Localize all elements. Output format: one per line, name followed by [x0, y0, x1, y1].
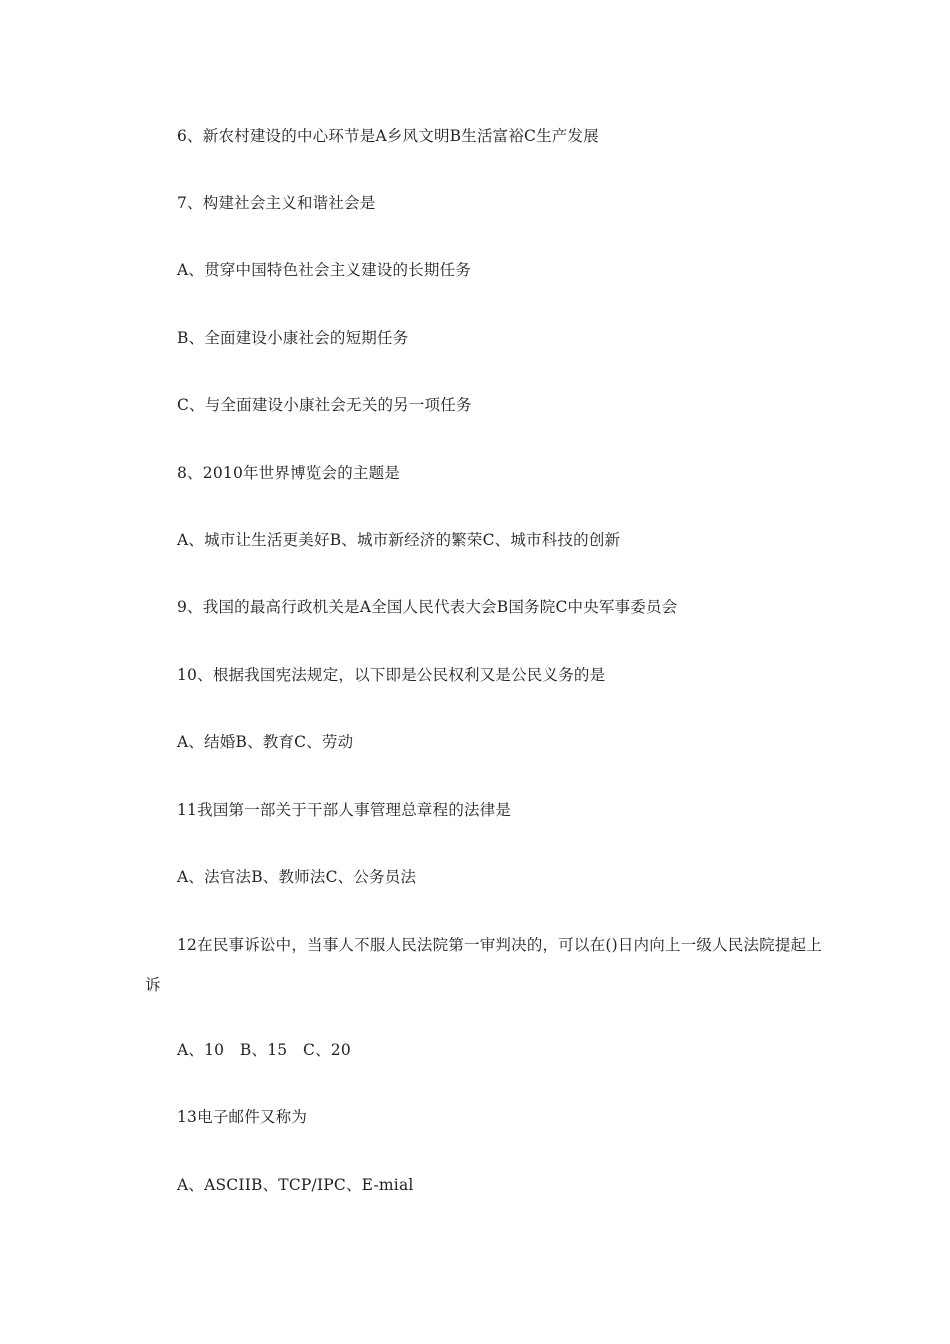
question-8-options: A、城市让生活更美好B、城市新经济的繁荣C、城市科技的创新	[177, 531, 621, 549]
question-12-options: A、10 B、15 C、20	[177, 1041, 351, 1059]
question-11: 11我国第一部关于干部人事管理总章程的法律是	[177, 801, 512, 819]
question-7-option-c: C、与全面建设小康社会无关的另一项任务	[177, 396, 472, 414]
question-7-option-b: B、全面建设小康社会的短期任务	[177, 329, 409, 347]
question-9: 9、我国的最高行政机关是A全国人民代表大会B国务院C中央军事委员会	[177, 598, 678, 616]
question-10-options: A、结婚B、教育C、劳动	[177, 733, 354, 751]
question-13: 13电子邮件又称为	[177, 1108, 308, 1126]
question-11-options: A、法官法B、教师法C、公务员法	[177, 868, 417, 886]
question-7: 7、构建社会主义和谐社会是	[177, 194, 376, 212]
question-6: 6、新农村建设的中心环节是A乡风文明B生活富裕C生产发展	[177, 127, 599, 145]
question-8: 8、2010年世界博览会的主题是	[177, 464, 401, 482]
question-7-option-a: A、贯穿中国特色社会主义建设的长期任务	[177, 261, 471, 279]
question-13-options: A、ASCIIB、TCP/IPC、E-mial	[177, 1176, 414, 1194]
question-10: 10、根据我国宪法规定，以下即是公民权利又是公民义务的是	[177, 666, 606, 684]
question-12: 12在民事诉讼中，当事人不服人民法院第一审判决的，可以在()日内向上一级人民法院提起上诉	[145, 936, 822, 994]
